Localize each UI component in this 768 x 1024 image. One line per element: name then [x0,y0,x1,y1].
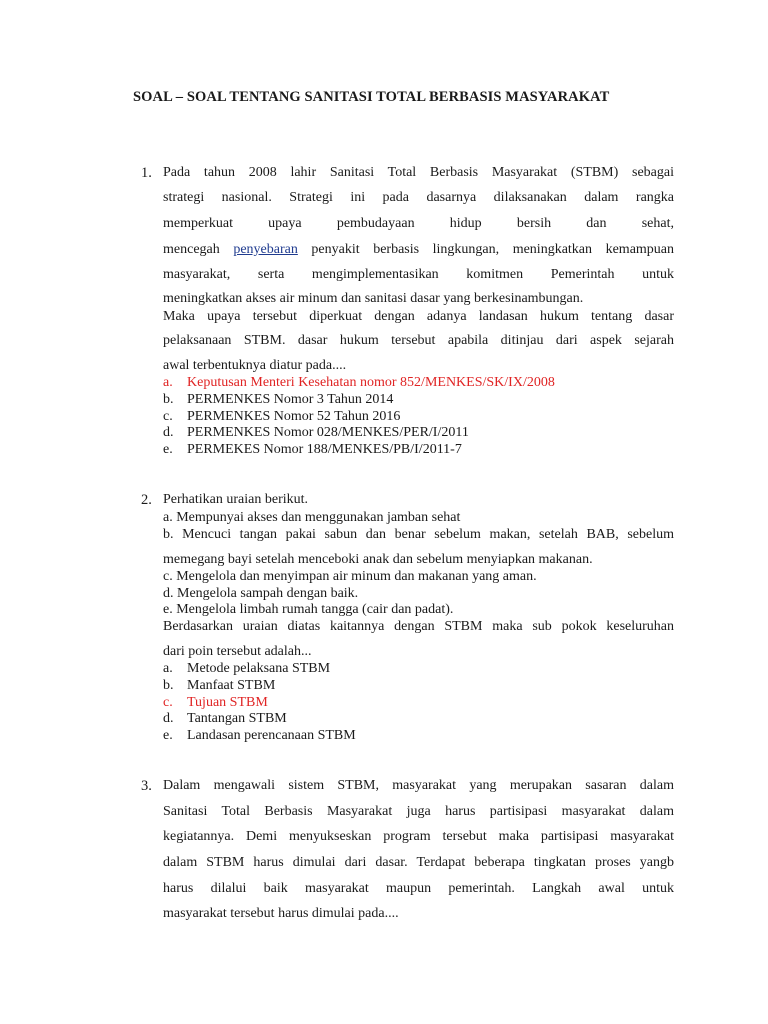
q2-option-e: Landasan perencanaan STBM [187,728,356,743]
q1-option-a-letter: a. [163,375,173,390]
document-title: SOAL – SOAL TENTANG SANITASI TOTAL BERBASIS MASYARAKAT [133,89,610,105]
question-1-line-7: Maka upaya tersebut diperkuat dengan adanya landasan hukum tentang dasar [163,309,674,324]
q2-option-a-letter: a. [163,661,173,676]
question-2-number: 2. [141,492,152,508]
q2-item-a: a. Mempunyai akses dan menggunakan jamban sehat [163,510,461,525]
question-1-line-1: Pada tahun 2008 lahir Sanitasi Total Berbasis Masyarakat (STBM) sebagai [163,165,674,180]
q2-option-b-letter: b. [163,678,174,693]
q2-option-c: Tujuan STBM [187,695,268,710]
q1-option-d-letter: d. [163,425,174,440]
q2-option-d: Tantangan STBM [187,711,287,726]
question-3-number: 3. [141,778,152,794]
question-3-line-3: kegiatannya. Demi menyukseskan program tersebut maka partisipasi masyarakat [163,829,674,844]
question-2-prompt-line-1: Berdasarkan uraian diatas kaitannya dengan STBM maka sub pokok keseluruhan [163,619,674,634]
question-1-number: 1. [141,165,152,181]
question-3-line-1: Dalam mengawali sistem STBM, masyarakat yang merupakan sasaran dalam [163,778,674,793]
question-2-prompt-line-2: dari poin tersebut adalah... [163,644,312,659]
question-1-line-5: masyarakat, serta mengimplementasikan komitmen Pemerintah untuk [163,267,674,282]
q1-option-c-letter: c. [163,409,173,424]
question-1-line-9: awal terbentuknya diatur pada.... [163,358,347,373]
question-1-line-8: pelaksanaan STBM. dasar hukum tersebut apabila ditinjau dari aspek sejarah [163,333,674,348]
q1-option-c: PERMENKES Nomor 52 Tahun 2016 [187,409,401,424]
question-3-line-2: Sanitasi Total Berbasis Masyarakat juga harus partisipasi masyarakat dalam [163,804,674,819]
q2-option-c-letter: c. [163,695,173,710]
q2-item-d: d. Mengelola sampah dengan baik. [163,586,359,601]
question-2-intro: Perhatikan uraian berikut. [163,492,309,507]
q1-option-e-letter: e. [163,442,173,457]
q2-option-d-letter: d. [163,711,174,726]
q2-option-b: Manfaat STBM [187,678,276,693]
q1-option-d: PERMENKES Nomor 028/MENKES/PER/I/2011 [187,425,469,440]
question-3-line-4: dalam STBM harus dimulai dari dasar. Terdapat beberapa tingkatan proses yangb [163,855,674,870]
q1-option-b-letter: b. [163,392,174,407]
question-1-line-2: strategi nasional. Strategi ini pada dasarnya dilaksanakan dalam rangka [163,190,674,205]
q2-item-e: e. Mengelola limbah rumah tangga (cair dan padat). [163,602,454,617]
question-1-line-4-post: penyakit berbasis lingkungan, meningkatkan kemampuan [297,242,675,257]
q1-option-b: PERMENKES Nomor 3 Tahun 2014 [187,392,394,407]
penyebaran-link[interactable]: penyebaran [233,242,298,257]
question-1-line-6: meningkatkan akses air minum dan sanitasi dasar yang berkesinambungan. [163,291,584,306]
q1-option-e: PERMEKES Nomor 188/MENKES/PB/I/2011-7 [187,442,462,457]
q2-item-c: c. Mengelola dan menyimpan air minum dan makanan yang aman. [163,569,537,584]
q1-option-a: Keputusan Menteri Kesehatan nomor 852/MENKES/SK/IX/2008 [187,375,555,390]
q2-option-e-letter: e. [163,728,173,743]
q2-option-a: Metode pelaksana STBM [187,661,331,676]
question-3-line-6: masyarakat tersebut harus dimulai pada.... [163,906,399,921]
question-1-line-4 [163,242,674,258]
q2-item-b-line-1: b. Mencuci tangan pakai sabun dan benar sebelum makan, setelah BAB, sebelum [163,527,674,542]
question-3-line-5: harus dilalui baik masyarakat maupun pemerintah. Langkah awal untuk [163,881,674,896]
question-1-line-4-pre: mencegah [163,242,234,257]
question-1-line-3: memperkuat upaya pembudayaan hidup bersih dan sehat, [163,216,674,231]
q2-item-b-line-2: memegang bayi setelah menceboki anak dan sebelum menyiapkan makanan. [163,552,593,567]
